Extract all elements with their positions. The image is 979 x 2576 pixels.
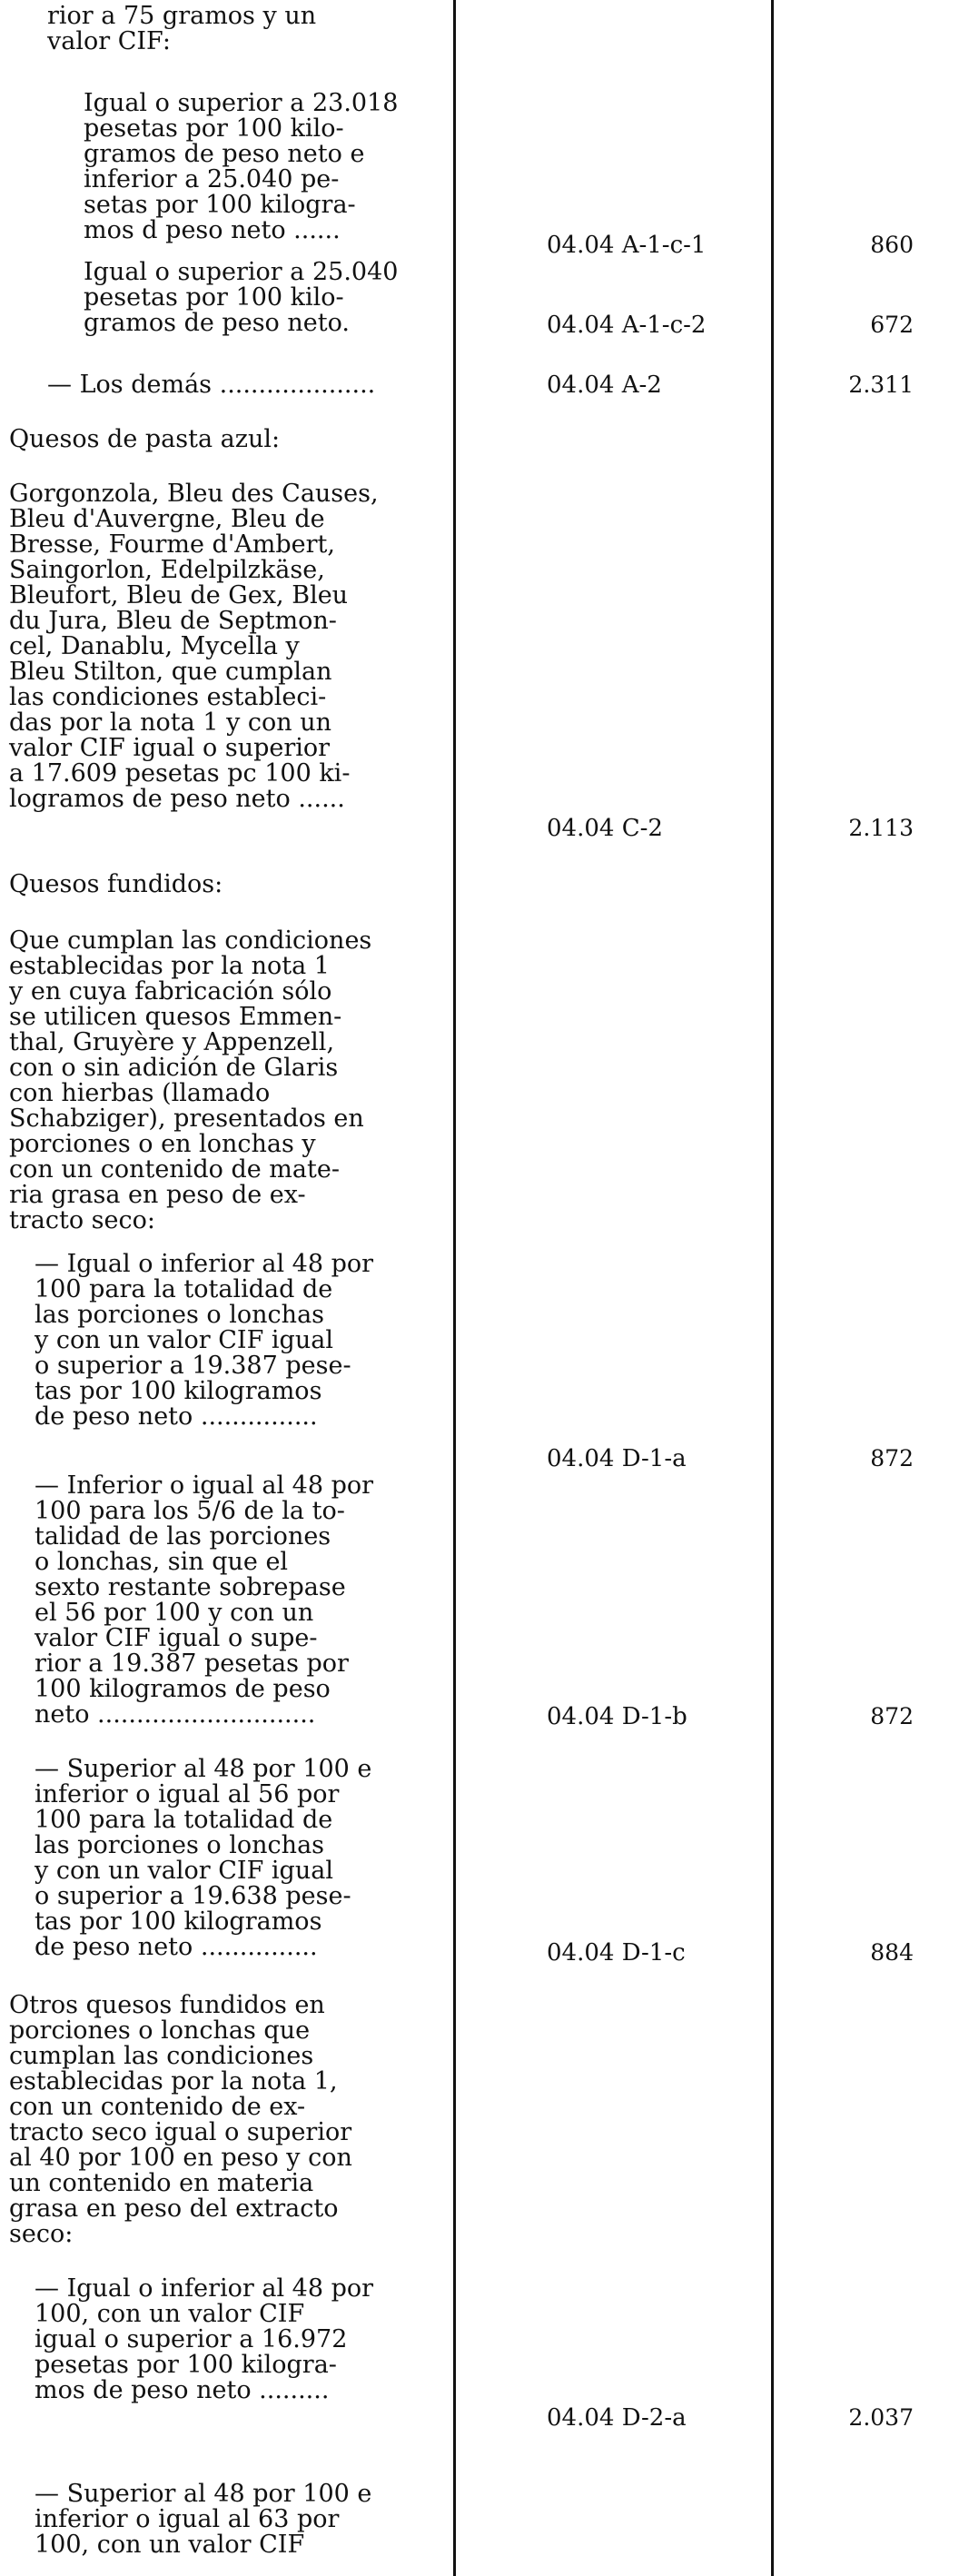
- section-heading: Quesos fundidos:: [9, 870, 223, 898]
- tariff-code: 04.04 D-1-c: [547, 1939, 686, 1967]
- tariff-code: 04.04 A-1-c-2: [547, 312, 707, 339]
- description-text: — Igual o inferior al 48 por 100 para la totalidad de las porciones o lonchas y con un valor CIF igual o superior a 19.387 pese- tas por 100 kilogramos de peso neto ...............: [35, 1250, 374, 1431]
- description-text: Igual o superior a 25.040 pesetas por 100 kilo- gramos de peso neto.: [84, 258, 399, 337]
- column-divider-right: [771, 0, 774, 2576]
- duty-rate: 672: [870, 312, 914, 338]
- tariff-code: 04.04 D-1-a: [547, 1445, 687, 1472]
- description-text: Gorgonzola, Bleu des Causes, Bleu d'Auvergne, Bleu de Bresse, Fourme d'Ambert, Saingorlon, Edelpilzkäse, Bleufort, Bleu de Gex, Bleu du Jura, Bleu de Septmon- cel, Danablu, Mycella y Bleu Stilton, que cumplan las condiciones estableci- das por la nota 1 y con un valor CIF igual o superior a 17.609 pesetas pc 100 ki- logramos de peso neto ......: [9, 480, 379, 813]
- duty-rate: 2.311: [848, 372, 914, 398]
- tariff-code: 04.04 D-2-a: [547, 2404, 687, 2432]
- tariff-code: 04.04 A-2: [547, 372, 662, 399]
- duty-rate: 872: [870, 1703, 914, 1729]
- description-text: — Superior al 48 por 100 e inferior o igual al 63 por 100, con un valor CIF: [35, 2480, 372, 2559]
- tariff-code: 04.04 C-2: [547, 815, 663, 842]
- description-text: — Igual o inferior al 48 por 100, con un valor CIF igual o superior a 16.972 pesetas por 100 kilogra- mos de peso neto .........: [35, 2274, 374, 2404]
- duty-rate: 884: [870, 1939, 914, 1966]
- section-heading: Quesos de pasta azul:: [9, 425, 281, 453]
- tariff-code: 04.04 D-1-b: [547, 1703, 687, 1730]
- description-text: Otros quesos fundidos en porciones o lonchas que cumplan las condiciones establecidas por la nota 1, con un contenido de ex- tracto seco igual o superior al 40 por 100 en peso y con un contenido en materia grasa en peso del extracto seco:: [9, 1991, 352, 2248]
- description-text: Igual o superior a 23.018 pesetas por 100 kilo- gramos de peso neto e inferior a 25.040 pe- setas por 100 kilogra- mos d peso neto ......: [84, 89, 399, 244]
- duty-rate: 2.037: [848, 2404, 914, 2431]
- description-text: — Los demás ....................: [47, 371, 376, 399]
- description-text: — Superior al 48 por 100 e inferior o igual al 56 por 100 para la totalidad de las porciones o lonchas y con un valor CIF igual o superior a 19.638 pese- tas por 100 kilogramos de peso neto ...............: [35, 1755, 372, 1961]
- duty-rate: 872: [870, 1445, 914, 1471]
- description-text: — Inferior o igual al 48 por 100 para los 5/6 de la to- talidad de las porciones o lonchas, sin que el sexto restante sobrepase el 56 por 100 y con un valor CIF igual o supe- rior a 19.387 pesetas por 100 kilogramos de peso neto ............................: [35, 1471, 374, 1729]
- duty-rate: 2.113: [848, 815, 914, 841]
- duty-rate: 860: [870, 232, 914, 258]
- description-text: rior a 75 gramos y un valor CIF:: [47, 2, 317, 55]
- tariff-code: 04.04 A-1-c-1: [547, 232, 707, 259]
- description-text: Que cumplan las condiciones establecidas por la nota 1 y en cuya fabricación sólo se utilicen quesos Emmen- thal, Gruyère y Appenzell, con o sin adición de Glaris con hierbas (llamado Schabziger), presentados en porciones o en lonchas y con un contenido de mate- ria grasa en peso de ex- tracto seco:: [9, 926, 372, 1234]
